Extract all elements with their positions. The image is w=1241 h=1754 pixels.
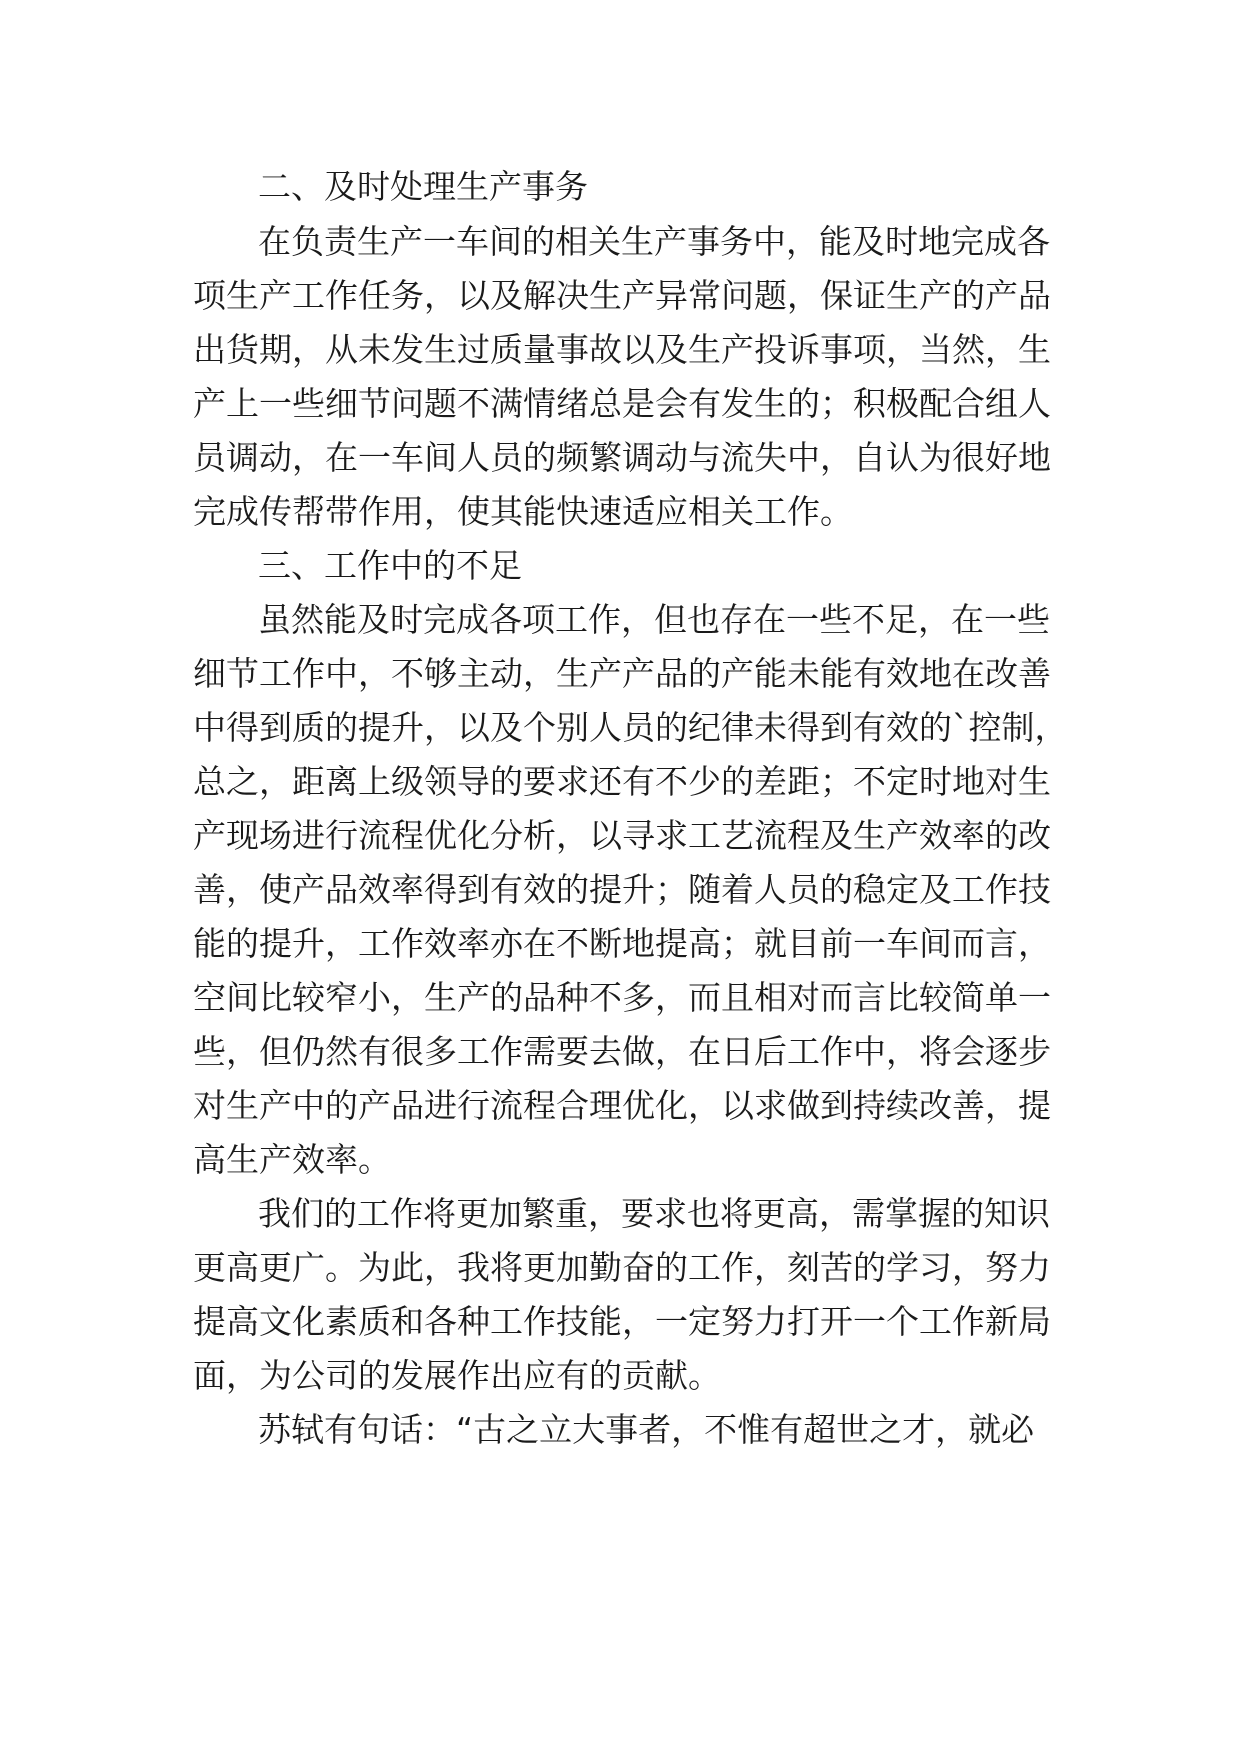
paragraph-line: 产现场进行流程优化分析，以寻求工艺流程及生产效率的改 bbox=[193, 816, 1051, 855]
paragraph-line: 提高文化素质和各种工作技能，一定努力打开一个工作新局 bbox=[193, 1302, 1051, 1341]
paragraph-line: 产上一些细节问题不满情绪总是会有发生的；积极配合组人 bbox=[193, 384, 1051, 423]
paragraph-line: 些，但仍然有很多工作需要去做，在日后工作中，将会逐步 bbox=[193, 1032, 1051, 1071]
paragraph-line: 我们的工作将更加繁重，要求也将更高，需掌握的知识 bbox=[258, 1194, 1050, 1233]
paragraph-line: 虽然能及时完成各项工作，但也存在一些不足，在一些 bbox=[258, 600, 1050, 639]
heading-section-2: 二、及时处理生产事务 bbox=[258, 167, 588, 206]
paragraph-line: 高生产效率。 bbox=[193, 1140, 391, 1179]
paragraph-line: 更高更广。为此，我将更加勤奋的工作，刻苦的学习，努力 bbox=[193, 1248, 1051, 1287]
paragraph-line: 能的提升，工作效率亦在不断地提高；就目前一车间而言， bbox=[193, 924, 1051, 963]
paragraph-line: 细节工作中，不够主动，生产产品的产能未能有效地在改善 bbox=[193, 654, 1051, 693]
paragraph-line: 空间比较窄小，生产的品种不多，而且相对而言比较简单一 bbox=[193, 978, 1051, 1017]
paragraph-line: 完成传帮带作用，使其能快速适应相关工作。 bbox=[193, 492, 853, 531]
paragraph-line: 善，使产品效率得到有效的提升；随着人员的稳定及工作技 bbox=[193, 870, 1051, 909]
paragraph-line: 在负责生产一车间的相关生产事务中，能及时地完成各 bbox=[258, 222, 1050, 261]
paragraph-line: 出货期，从未发生过质量事故以及生产投诉事项，当然，生 bbox=[193, 330, 1051, 369]
heading-section-3: 三、工作中的不足 bbox=[258, 546, 522, 585]
paragraph-line: 员调动，在一车间人员的频繁调动与流失中，自认为很好地 bbox=[193, 438, 1051, 477]
paragraph-line: 苏轼有句话：“古之立大事者，不惟有超世之才，就必 bbox=[258, 1410, 1035, 1449]
paragraph-line: 项生产工作任务，以及解决生产异常问题，保证生产的产品 bbox=[193, 276, 1051, 315]
paragraph-line: 总之，距离上级领导的要求还有不少的差距；不定时地对生 bbox=[193, 762, 1051, 801]
paragraph-line: 面，为公司的发展作出应有的贡献。 bbox=[193, 1356, 721, 1395]
paragraph-line: 中得到质的提升，以及个别人员的纪律未得到有效的`控制， bbox=[193, 708, 1068, 747]
paragraph-line: 对生产中的产品进行流程合理优化，以求做到持续改善，提 bbox=[193, 1086, 1051, 1125]
